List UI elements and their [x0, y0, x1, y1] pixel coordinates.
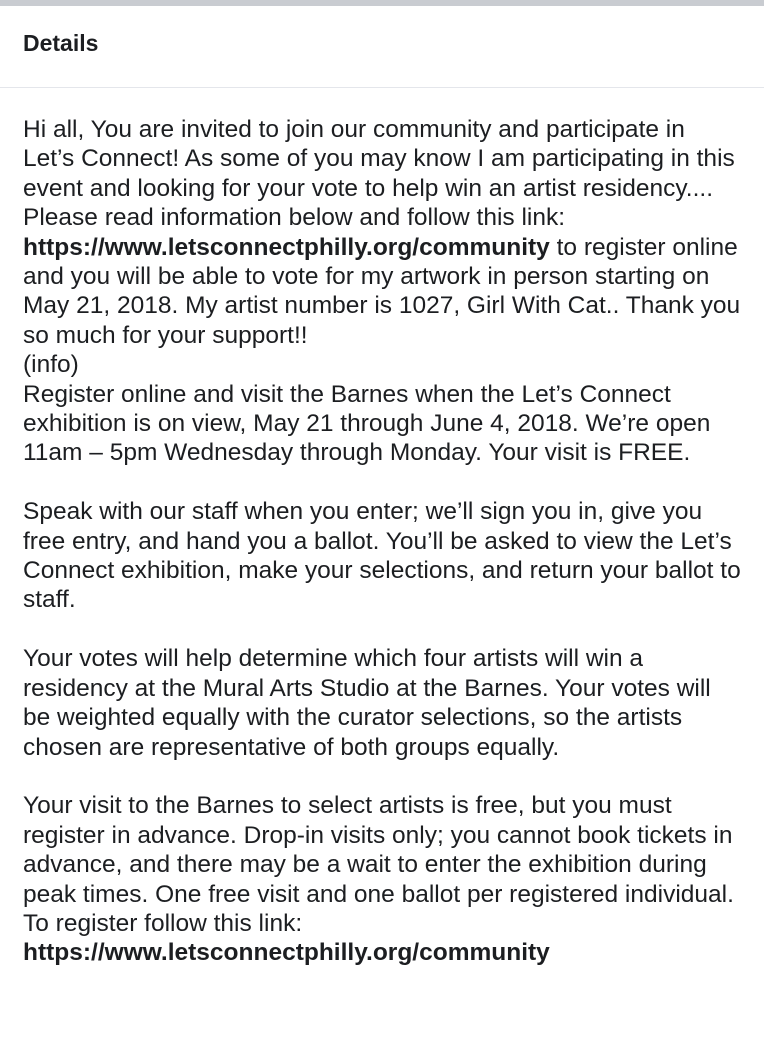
visit-paragraph: [23, 791, 742, 967]
staff-paragraph: Speak with our staff when you enter; we’ll sign you in, give you free entry, and hand you a ballot. You’ll be asked to view the Let’s Connect exhibition, make your selections, and return your ballot to staff.: [23, 498, 741, 614]
visit-text: Your visit to the Barnes to select artists is free, but you must register in advance. Drop-in visits only; you cannot book tickets in advance, and there may be a wait to enter the exhibition during peak times. One free visit and one ballot per registered individual. To register follow this link:: [23, 792, 734, 937]
page-title: Details: [23, 30, 99, 56]
details-content: [0, 88, 764, 968]
details-header: [0, 6, 764, 88]
intro-text: Hi all, You are invited to join our community and participate in Let’s Connect! As some of you may know I am participating in this event and looking for your vote to help win an artist residency.... Please read information below and follow this link:: [23, 116, 735, 232]
intro-text-continued: to register online and you will be able to vote for my artwork in person starting on May 21, 2018. My artist number is 1027, Girl With Cat.. Thank you so much for your support!!: [23, 233, 741, 349]
community-link[interactable]: https://www.letsconnectphilly.org/community: [23, 233, 550, 261]
register-link[interactable]: https://www.letsconnectphilly.org/community: [23, 939, 550, 967]
info-label: (info): [23, 351, 79, 379]
intro-paragraph: [23, 115, 742, 468]
votes-paragraph: Your votes will help determine which four artists will win a residency at the Mural Arts Studio at the Barnes. Your votes will be weighted equally with the curator selections, so the artists chosen are representative of both groups equally.: [23, 645, 711, 761]
register-text: Register online and visit the Barnes when the Let’s Connect exhibition is on view, May 21 through June 4, 2018. We’re open 11am – 5pm Wednesday through Monday. Your visit is FREE.: [23, 380, 711, 467]
